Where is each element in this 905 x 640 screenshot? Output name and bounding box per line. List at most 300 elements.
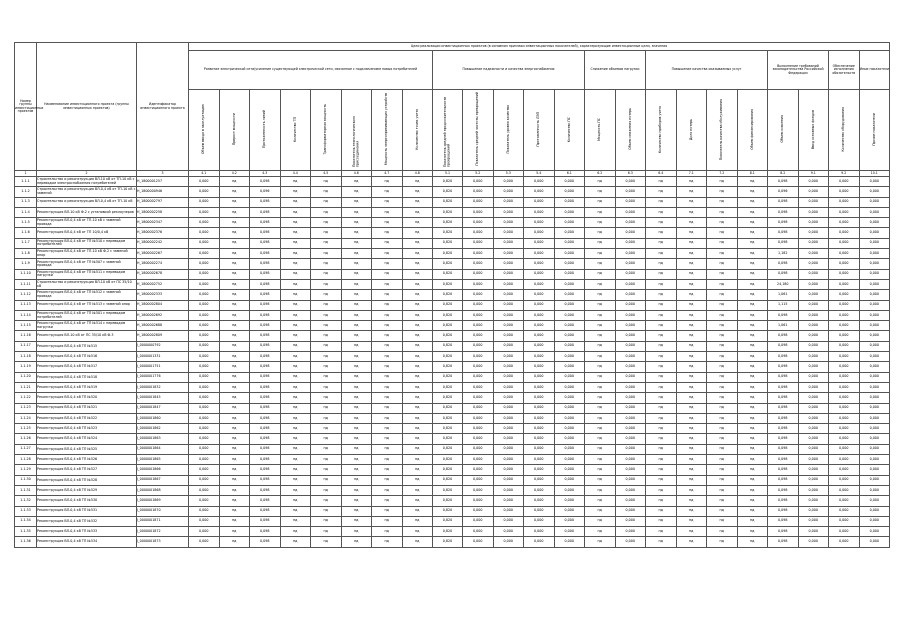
row-value: 0,820 xyxy=(433,527,463,537)
sub-header xyxy=(829,90,860,171)
column-number: 6.1 xyxy=(554,171,585,177)
row-name: Реконструкция ВЛ-0,4 кВ ТП №531 xyxy=(37,506,137,516)
row-value: 0,098 xyxy=(250,434,281,444)
table-row xyxy=(15,496,890,506)
row-value: нд xyxy=(311,228,342,238)
row-name: Реконструкция ВЛ-0,4 кВ от ТП 10/0,4 кВ xyxy=(37,228,137,238)
row-value: 0,000 xyxy=(463,475,494,485)
row-value: нд xyxy=(737,496,768,506)
row-value: 0,000 xyxy=(859,413,890,423)
row-value: 0,000 xyxy=(829,372,860,382)
row-value: 0,000 xyxy=(554,516,585,526)
row-value: нд xyxy=(676,341,707,351)
row-num: 1.1.33 xyxy=(15,506,37,516)
row-value: нд xyxy=(402,372,433,382)
row-value: нд xyxy=(585,434,616,444)
row-value: нд xyxy=(311,496,342,506)
row-value: 0,820 xyxy=(433,372,463,382)
row-id: J_0000000792 xyxy=(137,341,189,351)
row-value: нд xyxy=(311,413,342,423)
row-value: 0,000 xyxy=(524,362,555,372)
row-value: 0,000 xyxy=(493,393,524,403)
sub-header xyxy=(433,90,463,171)
row-value: 0,000 xyxy=(615,444,646,454)
row-value: 0,098 xyxy=(768,341,799,351)
row-id: J_0000001865 xyxy=(137,455,189,465)
row-value: 0,000 xyxy=(463,228,494,238)
row-value: 0,000 xyxy=(493,434,524,444)
row-value: 0,000 xyxy=(859,187,890,197)
table-row xyxy=(15,218,890,228)
row-value: нд xyxy=(219,177,250,187)
row-value: 0,000 xyxy=(493,506,524,516)
row-id: J_0000001751 xyxy=(137,362,189,372)
row-value: нд xyxy=(372,434,403,444)
row-value: 1,115 xyxy=(768,300,799,310)
row-value: 0,000 xyxy=(615,393,646,403)
row-value: нд xyxy=(402,413,433,423)
column-number: 4.7 xyxy=(372,171,403,177)
row-value: 0,000 xyxy=(798,341,829,351)
row-value: нд xyxy=(737,249,768,259)
row-value: нд xyxy=(219,197,250,207)
row-value: 0,000 xyxy=(798,197,829,207)
row-name: Реконструкция ВЛ-0,4 кВ ТП №521 xyxy=(37,403,137,413)
row-value: нд xyxy=(219,403,250,413)
row-value: 0,000 xyxy=(554,403,585,413)
row-id: J_0000001872 xyxy=(137,527,189,537)
row-value: 0,000 xyxy=(493,310,524,320)
row-value: 0,000 xyxy=(463,177,494,187)
row-value: 0,820 xyxy=(433,238,463,248)
column-number: 10.1 xyxy=(859,171,890,177)
row-value: нд xyxy=(737,516,768,526)
row-value: 0,000 xyxy=(615,197,646,207)
row-value: 0,000 xyxy=(829,300,860,310)
row-value: 0,000 xyxy=(554,496,585,506)
row-value: нд xyxy=(219,290,250,300)
row-num: 1.1.16 xyxy=(15,331,37,341)
row-value: нд xyxy=(311,382,342,392)
row-value: нд xyxy=(372,465,403,475)
row-value: нд xyxy=(372,424,403,434)
row-value: нд xyxy=(280,238,311,248)
row-value: нд xyxy=(646,372,677,382)
row-value: нд xyxy=(707,279,738,289)
row-value: 0,820 xyxy=(433,496,463,506)
row-value: 0,000 xyxy=(859,310,890,320)
row-value: 0,000 xyxy=(189,341,220,351)
row-name: Реконструкция ВЛ-0,4 кВ ТП №527 xyxy=(37,465,137,475)
row-value: нд xyxy=(737,485,768,495)
column-number: 4.2 xyxy=(219,171,250,177)
sub-header xyxy=(280,90,311,171)
table-row xyxy=(15,537,890,547)
row-value: 0,000 xyxy=(798,485,829,495)
row-value: нд xyxy=(585,475,616,485)
row-value: нд xyxy=(280,321,311,331)
row-value: нд xyxy=(280,331,311,341)
row-value: 0,000 xyxy=(524,177,555,187)
row-value: нд xyxy=(219,352,250,362)
row-value: 0,098 xyxy=(768,382,799,392)
row-value: нд xyxy=(737,207,768,217)
row-value: 0,098 xyxy=(768,207,799,217)
sub-header-label: Количество точек учета xyxy=(414,108,419,150)
row-value: 0,000 xyxy=(829,393,860,403)
row-id: J_0000001845 xyxy=(137,393,189,403)
row-value: 0,000 xyxy=(859,516,890,526)
row-value: 0,820 xyxy=(433,197,463,207)
row-value: 0,000 xyxy=(463,455,494,465)
row-value: 0,000 xyxy=(493,413,524,423)
row-value: 0,000 xyxy=(829,465,860,475)
row-value: нд xyxy=(646,455,677,465)
row-value: 0,000 xyxy=(615,269,646,279)
sub-header-label: Прирост мощности xyxy=(231,113,236,146)
row-value: 0,098 xyxy=(250,393,281,403)
row-value: 0,098 xyxy=(250,485,281,495)
row-name: Строительство и реконструкция ВЛ-0,4 кВ от ТП-10 кВ с заменой xyxy=(37,187,137,197)
row-value: нд xyxy=(402,197,433,207)
sub-header-label: Количество приборов учета xyxy=(658,105,662,153)
row-value: нд xyxy=(646,321,677,331)
row-value: нд xyxy=(372,218,403,228)
row-value: 0,000 xyxy=(189,372,220,382)
row-value: 0,000 xyxy=(189,187,220,197)
row-value: 0,098 xyxy=(768,516,799,526)
row-value: нд xyxy=(402,228,433,238)
row-value: 0,000 xyxy=(859,228,890,238)
row-value: нд xyxy=(372,249,403,259)
row-value: 0,000 xyxy=(493,228,524,238)
row-value: нд xyxy=(737,372,768,382)
row-value: 0,098 xyxy=(768,403,799,413)
row-value: 0,000 xyxy=(189,207,220,217)
row-value: 0,098 xyxy=(250,352,281,362)
row-value: нд xyxy=(402,238,433,248)
row-value: 0,000 xyxy=(859,321,890,331)
row-value: 0,000 xyxy=(189,269,220,279)
row-id: H_1800002809 xyxy=(137,331,189,341)
row-value: 0,000 xyxy=(524,485,555,495)
row-value: нд xyxy=(311,485,342,495)
row-value: нд xyxy=(372,279,403,289)
column-number: 1 xyxy=(15,171,37,177)
row-value: нд xyxy=(311,218,342,228)
row-value: нд xyxy=(219,321,250,331)
row-value: нд xyxy=(585,177,616,187)
row-value: 0,098 xyxy=(250,516,281,526)
row-value: 0,000 xyxy=(859,207,890,217)
row-value: нд xyxy=(311,537,342,547)
row-value: 0,098 xyxy=(250,382,281,392)
row-value: нд xyxy=(646,403,677,413)
row-num: 1.1.24 xyxy=(15,413,37,423)
row-value: нд xyxy=(311,506,342,516)
row-value: нд xyxy=(219,341,250,351)
row-value: нд xyxy=(280,485,311,495)
row-value: 0,000 xyxy=(463,382,494,392)
row-value: нд xyxy=(311,238,342,248)
row-value: нд xyxy=(737,465,768,475)
column-number: 7.1 xyxy=(676,171,707,177)
row-value: нд xyxy=(585,197,616,207)
sub-header-label: Показатель качества обслуживания xyxy=(719,98,723,160)
row-value: 0,000 xyxy=(524,434,555,444)
row-value: нд xyxy=(646,228,677,238)
row-value: 0,000 xyxy=(798,238,829,248)
row-value: нд xyxy=(280,372,311,382)
row-value: 0,000 xyxy=(524,228,555,238)
row-value: 0,820 xyxy=(433,537,463,547)
sub-header xyxy=(585,90,616,171)
table-row xyxy=(15,382,890,392)
sub-header-label: Ввод основных фондов xyxy=(810,109,815,149)
sub-header-label: Мощность ПС xyxy=(597,117,601,141)
column-number: 5.4 xyxy=(524,171,555,177)
row-value: 0,000 xyxy=(189,393,220,403)
row-value: 0,000 xyxy=(859,372,890,382)
row-value: 0,820 xyxy=(433,269,463,279)
row-value: нд xyxy=(402,249,433,259)
row-value: нд xyxy=(707,341,738,351)
row-num: 1.1.14 xyxy=(15,310,37,320)
row-value: нд xyxy=(372,537,403,547)
row-value: 0,000 xyxy=(463,341,494,351)
row-name: Реконструкция ВЛ-0,4 кВ ТП №534 xyxy=(37,537,137,547)
sub-header xyxy=(554,90,585,171)
row-id: J_0000001776 xyxy=(137,372,189,382)
sub-header-label: Количество оборудования xyxy=(841,107,845,152)
row-value: 0,000 xyxy=(615,218,646,228)
sub-header-label: Объем снижения потерь xyxy=(627,108,632,151)
row-value: нд xyxy=(646,197,677,207)
row-value: 0,000 xyxy=(554,485,585,495)
row-value: нд xyxy=(676,259,707,269)
row-name: Реконструкция ВЛ-0,4 кВ ТП №525 xyxy=(37,444,137,454)
row-value: нд xyxy=(676,197,707,207)
row-value: нд xyxy=(280,465,311,475)
row-value: 0,098 xyxy=(250,269,281,279)
row-value: 0,000 xyxy=(554,310,585,320)
row-value: 0,000 xyxy=(189,403,220,413)
row-value: нд xyxy=(585,465,616,475)
row-value: нд xyxy=(280,413,311,423)
row-value: 0,000 xyxy=(829,341,860,351)
row-value: 0,820 xyxy=(433,228,463,238)
table-row xyxy=(15,321,890,331)
row-name: Реконструкция ВЛ-0,4 кВ ТП №528 xyxy=(37,475,137,485)
row-value: нд xyxy=(341,537,372,547)
row-id: H_1800002258 xyxy=(137,207,189,217)
row-value: 0,098 xyxy=(768,537,799,547)
row-value: нд xyxy=(280,527,311,537)
row-num: 1.1.25 xyxy=(15,424,37,434)
row-value: 0,000 xyxy=(189,455,220,465)
row-value: нд xyxy=(585,352,616,362)
row-value: 0,820 xyxy=(433,218,463,228)
column-number: 4.3 xyxy=(250,171,281,177)
row-value: нд xyxy=(676,300,707,310)
row-id: J_0000001863 xyxy=(137,434,189,444)
row-num: 1.1.27 xyxy=(15,444,37,454)
row-value: нд xyxy=(341,496,372,506)
row-value: нд xyxy=(402,434,433,444)
row-value: 0,000 xyxy=(493,527,524,537)
row-value: нд xyxy=(341,424,372,434)
row-value: 0,098 xyxy=(768,331,799,341)
row-value: 0,000 xyxy=(615,496,646,506)
row-value: 0,000 xyxy=(798,310,829,320)
row-value: 0,000 xyxy=(859,269,890,279)
row-value: нд xyxy=(372,403,403,413)
row-value: нд xyxy=(737,424,768,434)
row-value: 0,000 xyxy=(463,424,494,434)
row-value: 0,000 xyxy=(463,249,494,259)
row-value: 0,000 xyxy=(493,249,524,259)
row-value: 0,000 xyxy=(524,352,555,362)
row-value: 0,000 xyxy=(554,537,585,547)
row-value: нд xyxy=(402,506,433,516)
row-value: 0,000 xyxy=(554,187,585,197)
row-value: 0,000 xyxy=(798,249,829,259)
row-value: 0,000 xyxy=(463,403,494,413)
row-value: 0,000 xyxy=(554,362,585,372)
row-value: нд xyxy=(676,434,707,444)
row-value: нд xyxy=(707,465,738,475)
row-value: нд xyxy=(372,341,403,351)
row-value: 0,000 xyxy=(615,475,646,485)
row-value: 0,098 xyxy=(250,403,281,413)
row-value: 0,098 xyxy=(768,352,799,362)
row-value: 0,000 xyxy=(524,537,555,547)
row-value: нд xyxy=(646,506,677,516)
row-value: нд xyxy=(311,444,342,454)
row-value: нд xyxy=(372,187,403,197)
row-value: 0,000 xyxy=(798,455,829,465)
row-value: нд xyxy=(311,207,342,217)
row-value: 0,000 xyxy=(615,207,646,217)
row-value: 0,000 xyxy=(829,413,860,423)
row-value: 0,000 xyxy=(493,177,524,187)
row-value: нд xyxy=(676,177,707,187)
row-value: нд xyxy=(341,403,372,413)
row-value: нд xyxy=(707,352,738,362)
row-value: нд xyxy=(676,485,707,495)
sub-header xyxy=(311,90,342,171)
row-value: 0,000 xyxy=(798,228,829,238)
row-value: нд xyxy=(280,218,311,228)
row-value: 0,000 xyxy=(829,444,860,454)
row-value: 0,000 xyxy=(189,444,220,454)
row-value: нд xyxy=(219,238,250,248)
row-value: нд xyxy=(737,279,768,289)
row-value: 0,000 xyxy=(493,207,524,217)
row-value: нд xyxy=(646,331,677,341)
row-value: 0,000 xyxy=(554,455,585,465)
row-value: 0,000 xyxy=(859,279,890,289)
sub-header-label: Доля потерь xyxy=(688,118,693,140)
row-value: 0,098 xyxy=(250,321,281,331)
row-value: 0,000 xyxy=(554,300,585,310)
row-value: 0,000 xyxy=(615,413,646,423)
row-value: 0,000 xyxy=(493,331,524,341)
row-value: нд xyxy=(219,393,250,403)
row-value: 0,098 xyxy=(768,496,799,506)
row-value: нд xyxy=(341,300,372,310)
row-value: нд xyxy=(585,331,616,341)
row-value: нд xyxy=(707,197,738,207)
row-value: 0,000 xyxy=(615,362,646,372)
column-number: 6.4 xyxy=(646,171,677,177)
row-value: 0,098 xyxy=(250,238,281,248)
row-value: нд xyxy=(676,444,707,454)
row-num: 1.1.12 xyxy=(15,290,37,300)
row-value: 0,000 xyxy=(189,537,220,547)
row-value: нд xyxy=(707,331,738,341)
row-value: нд xyxy=(372,290,403,300)
row-value: 0,000 xyxy=(554,434,585,444)
row-value: 0,000 xyxy=(615,465,646,475)
row-value: нд xyxy=(311,455,342,465)
row-value: нд xyxy=(219,362,250,372)
row-value: нд xyxy=(707,362,738,372)
row-value: 0,820 xyxy=(433,249,463,259)
row-value: нд xyxy=(737,403,768,413)
row-value: 0,000 xyxy=(189,310,220,320)
row-value: нд xyxy=(707,382,738,392)
row-value: нд xyxy=(311,279,342,289)
row-value: нд xyxy=(280,403,311,413)
row-value: нд xyxy=(646,537,677,547)
row-value: нд xyxy=(676,362,707,372)
row-value: 0,820 xyxy=(433,382,463,392)
row-value: нд xyxy=(646,465,677,475)
row-value: нд xyxy=(585,485,616,495)
row-value: 0,098 xyxy=(768,393,799,403)
row-value: 0,000 xyxy=(524,321,555,331)
row-value: нд xyxy=(341,444,372,454)
row-value: 0,000 xyxy=(189,197,220,207)
row-value: 0,000 xyxy=(798,516,829,526)
row-value: нд xyxy=(372,331,403,341)
row-value: 0,000 xyxy=(615,300,646,310)
row-value: нд xyxy=(341,290,372,300)
row-value: 0,820 xyxy=(433,321,463,331)
row-value: 0,000 xyxy=(859,362,890,372)
row-id: H_1800002267 xyxy=(137,249,189,259)
row-value: нд xyxy=(219,444,250,454)
column-number: 4.1 xyxy=(189,171,220,177)
row-value: нд xyxy=(646,485,677,495)
row-value: 0,098 xyxy=(768,413,799,423)
row-value: 0,000 xyxy=(524,259,555,269)
column-number: 6.2 xyxy=(585,171,616,177)
row-name: Реконструкция ВЛ-0,4 кВ ТП №522 xyxy=(37,413,137,423)
row-value: нд xyxy=(707,187,738,197)
row-value: 0,000 xyxy=(463,290,494,300)
row-value: нд xyxy=(372,485,403,495)
row-value: 0,000 xyxy=(189,290,220,300)
table-row xyxy=(15,269,890,279)
row-value: нд xyxy=(341,485,372,495)
row-value: 0,098 xyxy=(768,269,799,279)
sub-header xyxy=(219,90,250,171)
row-name: Реконструкция ВЛ-0,4 кВ от ТП-10 кВ Ф.2 с заменой опор xyxy=(37,249,137,259)
row-value: 0,000 xyxy=(524,424,555,434)
row-value: 0,000 xyxy=(859,455,890,465)
